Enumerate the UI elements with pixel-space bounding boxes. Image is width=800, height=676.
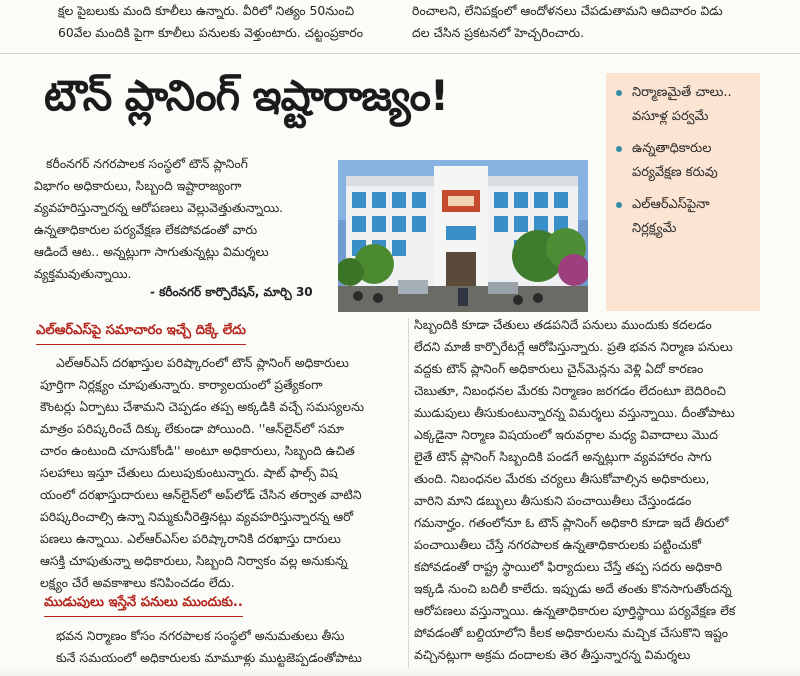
subheading-underline	[44, 616, 243, 618]
corporation-building-photo	[338, 160, 588, 312]
text-line: మాత్రం పరిష్కరించే దిక్కు లేకుండా పోయింది. ''ఆన్‌లైన్‌లో సమా	[40, 421, 344, 436]
text-line: భవన నిర్మాణం కోసం నగరపాలక సంస్థలో అనుమతులు తీసు	[56, 628, 345, 643]
highlight-item	[632, 81, 754, 129]
text-line: కౌంటర్లు ఏర్పాటు చేశామని చెప్పడం తప్ప అక్కడికి వచ్చే సమస్యలను	[40, 399, 365, 414]
text-line: లేదని మాజీ కార్పొరేటర్లే ఆరోపిస్తున్నారు. ప్రతి భవన నిర్మాణ పనులు	[414, 339, 733, 354]
text-line: వచ్చినట్లుగా అక్రమ దందాలకు తెర తీస్తున్నారన్న విమర్శలు	[414, 647, 691, 662]
text-line: ముడుపులు తీసుకుంటున్నారన్న విమర్శలు వస్తున్నాయి. దీంతోపాటు	[414, 405, 735, 420]
text-line: తుంది. నిబంధనల మేరకు చర్యలు తీసుకోవాల్సిన అధికారులు,	[414, 471, 710, 486]
subheading-text: ఎల్ఆర్ఎస్‌పై సమాచారం ఇచ్చే దిక్కే లేదు	[36, 323, 246, 338]
bullet-icon	[616, 90, 622, 96]
bullet-icon	[616, 146, 622, 152]
text-line: 60వేల మందికి పైగా కూలీలు పనులకు వెళ్తుంటారు. చట్టంప్రకారం	[58, 25, 364, 40]
text-line: పంచాయితీలు చేస్తే నగరపాలక ఉన్నతాధికారులకు పట్టించుకో	[414, 537, 702, 552]
text-line: సలహాలు ఇస్తూ చేతులు దులుపుకుంటున్నారు. షాట్ ఫాల్స్ విష	[40, 465, 338, 480]
left-body-column	[40, 352, 402, 594]
text-line: వ్యక్తమవుతున్నాయి.	[34, 266, 132, 281]
text-line: రించాలని, లేనిపక్షంలో ఆందోళనలు చేపడుతామని ఆదివారం విడు	[412, 3, 723, 18]
subheading-underline	[36, 344, 246, 346]
text-line: పోవడంతో బల్దియాలోని కీలక అధికారులను మచ్చిక చేసుకొని ఇష్టం	[414, 625, 729, 640]
text-line: కరీంనగర్ నగరపాలక సంస్థలో టౌన్ ప్లానింగ్	[46, 156, 248, 171]
page-bottom-edge	[0, 668, 800, 676]
text-line: దల చేసిన ప్రకటనలో హెచ్చరించారు.	[412, 25, 585, 40]
text-line: ఉన్నతాధికారుల పర్యవేక్షణ లేకపోవడంతో వారు	[34, 222, 258, 237]
text-line: ఇక్కడి నుంచి బదిలీ కాలేదు. ఇప్పుడు అదే తంతు కొనసాగుతోందన్న	[414, 581, 732, 596]
text-line: వద్దకు టౌన్ ప్లానింగ్ అధికారులు చైన్‌మెన్లను వెళ్లి ఏదో కారణం	[414, 361, 704, 376]
text-line: గమనార్హం. గతంలోనూ ఓ టౌన్ ప్లానింగ్ అధికారి కూడా ఇదే తీరులో	[414, 515, 729, 530]
lead-paragraph	[34, 153, 334, 285]
highlights-box	[606, 73, 760, 311]
top-right-column	[412, 0, 772, 44]
text-line: చెబుతూ, నిబంధనల మేరకు నిర్మాణం జరగడం లేదంటూ బెదిరించి	[414, 383, 726, 398]
subheading-text: ముడుపులు ఇస్తేనే పనులు ముందుకు..	[44, 595, 243, 610]
top-left-column	[58, 0, 398, 44]
highlight-text: నిర్మాణమైతే చాలు.. వసూళ్ల పర్వమే	[632, 85, 732, 124]
text-line: కపోవడంతో రాష్ట్ర స్థాయిలో ఫిర్యాదులు చేస్తే తప్ప సదరు అధికారి	[414, 559, 723, 574]
text-line: ఆసక్తి చూపుతున్నా అధికారులు, సిబ్బంది నిర్వాకం వల్ల అనుకున్న	[40, 553, 348, 568]
headline: టౌన్ ప్లానింగ్ ఇష్టారాజ్యం!	[44, 71, 449, 120]
text-line: వారిని మాని డబ్బులు తీసుకుని పంచాయితీలు చేస్తుండడం	[414, 493, 692, 508]
text-line: సిబ్బందికి కూడా చేతులు తడపనిదే పనులు ముందుకు కదలడం	[414, 317, 712, 332]
text-line: లక్ష్యం చేరే అవకాశాలు కనిపించడం లేదు.	[40, 575, 235, 590]
text-line: యంలో దరఖాస్తుదారులు ఆన్‌లైన్‌లో అప్‌లోడ్ చేసిన తర్వాత వాటిని	[40, 487, 362, 502]
text-line: ఆడిందే ఆట.. అన్నట్లుగా సాగుతున్నట్లు విమర్శలు	[34, 244, 269, 259]
text-line: పణలు ఉన్నాయి. ఎల్ఆర్ఎస్‌ల పరిష్కారానికి దరఖాస్తు దారులు	[40, 531, 341, 546]
left-body-column-2	[56, 625, 402, 669]
text-line: ఎక్కడైనా నిర్మాణ విషయంలో ఇరువర్గాల మధ్య వివాదాలు మొద	[414, 427, 718, 442]
subheading	[36, 323, 246, 341]
text-line: చారం ఉంటుంది చూసుకోండి'' అంటూ అధికారులు, సిబ్బంది ఉచిత	[40, 443, 355, 458]
text-line: పూర్తిగా నిర్లక్ష్యం చూపుతున్నారు. కార్యాలయంలో ప్రత్యేకంగా	[40, 377, 323, 392]
section-divider	[0, 53, 800, 54]
text-line: విభాగం అధికారులు, సిబ్బంది ఇష్టారాజ్యంగా	[34, 178, 242, 193]
column-divider	[408, 318, 409, 676]
text-line: పరిష్కరించాల్సి ఉన్నా నిమ్మకునీరెత్తినట్లు వ్యవహరిస్తున్నారన్న ఆరో	[40, 509, 354, 524]
text-line: వ్యవహరిస్తున్నారన్న ఆరోపణలు వెల్లువెత్తుతున్నాయి.	[34, 200, 284, 215]
right-body-column	[414, 314, 774, 666]
highlight-text: ఎల్ఆర్ఎస్‌పైనా నిర్లక్ష్యమే	[632, 197, 710, 236]
highlight-item	[632, 137, 754, 185]
text-line: ఎల్ఆర్ఎస్ దరఖాస్తుల పరిష్కారంలో టౌన్ ప్లానింగ్ అధికారులు	[56, 355, 349, 370]
byline: - కరీంనగర్ కార్పొరేషన్, మార్చి 30	[150, 285, 313, 299]
text-line: క్షల పైబలుకు మంది కూలీలు ఉన్నారు. వీరిలో నిత్యం 50నుంచి	[58, 3, 355, 18]
subheading	[44, 595, 243, 613]
bullet-icon	[616, 202, 622, 208]
highlight-text: ఉన్నతాధికారుల పర్యవేక్షణ కరువు	[632, 141, 718, 180]
text-line: కునే సమయంలో అధికారులకు మామూళ్లు ముట్టజెప్పడంతోపాటు	[56, 650, 362, 665]
text-line: లైతే టౌన్ ప్లానింగ్ సిబ్బందికి పండగే అన్నట్లుగా వ్యవహారం సాగు	[414, 449, 712, 464]
highlight-item	[632, 193, 754, 241]
text-line: ఆరోపణలు వస్తున్నాయి. ఉన్నతాధికారుల పూర్తిస్థాయి పర్యవేక్షణ లేక	[414, 603, 736, 618]
